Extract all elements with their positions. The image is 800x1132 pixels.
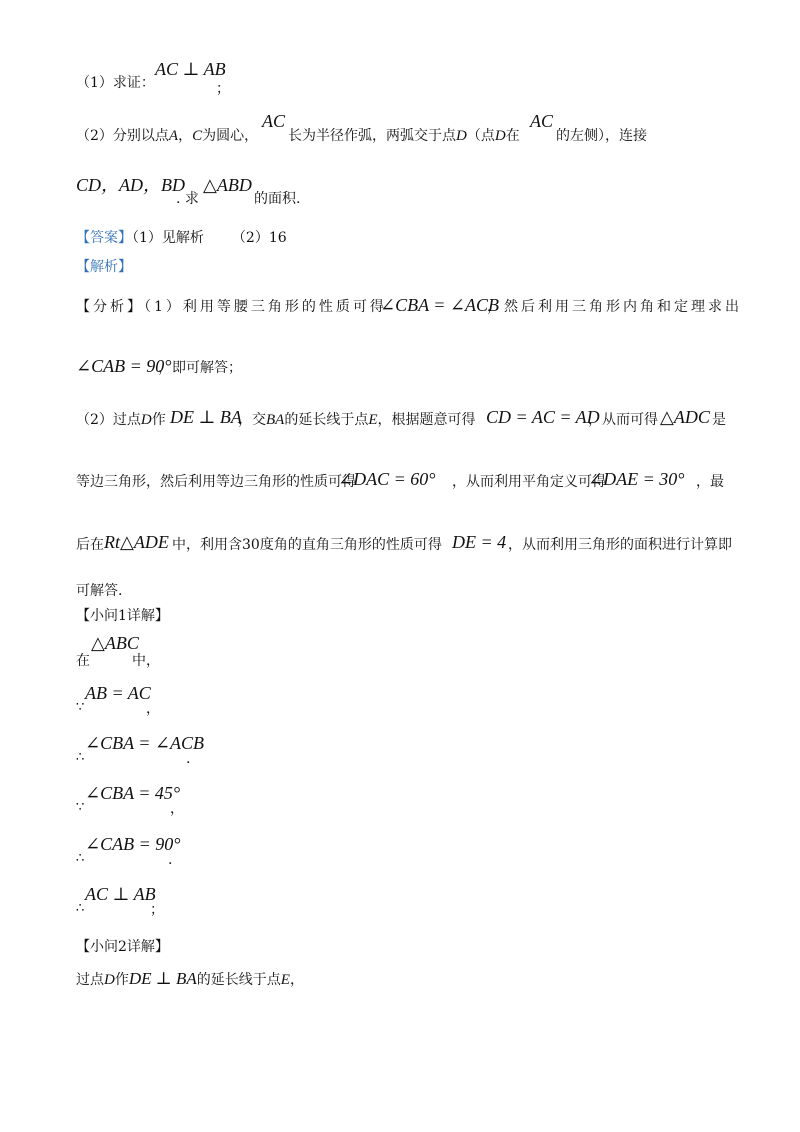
q2-line2-suffix: 的面积. (254, 191, 301, 207)
fenxi-l3d: 的延长线于点 (284, 412, 369, 428)
fenxi-l1b: ，然后利用三角形内角和定理求出 (487, 299, 742, 315)
xw1-s5-math: ∠CAB = 90° (85, 834, 181, 854)
xw2-s1c: 的延长线于点 (196, 972, 281, 988)
answer-part2: （2）16 (231, 230, 287, 246)
q2-point-d2: D (494, 128, 506, 144)
fenxi-l3e: ，根据题意可得 (377, 412, 476, 428)
xw1-tag: 【小问1详解】 (76, 608, 169, 624)
fenxi-l3g: 是 (712, 412, 726, 428)
xw2-s1a: 过点 (76, 972, 104, 988)
fenxi-l5a: 后在 (76, 537, 104, 553)
xw2-tag: 【小问2详解】 (76, 939, 169, 955)
because-icon-2: ∵ (76, 800, 85, 815)
fenxi-l3-d: D (140, 412, 152, 428)
xw1-s2-math: AB = AC (85, 683, 151, 703)
fenxi-l1a: （1）利用等腰三角形的性质可得 (144, 299, 387, 315)
fenxi-l3b: 作 (151, 412, 166, 428)
xw2-point-e: E (280, 972, 290, 988)
q2-mid4: 在 (505, 128, 520, 144)
q2-segments: CD，AD，BD (76, 175, 185, 195)
xw2-math: DE ⊥ BA (128, 969, 197, 988)
q2-mid2: 长为半径作弧，两弧交于点 (288, 128, 456, 144)
xw1-s1-math: △ABC (91, 633, 139, 653)
because-icon-1: ∵ (76, 700, 85, 715)
q2-line1 (76, 127, 258, 145)
xw2-line1 (76, 970, 304, 989)
q2-triangle: △ABD (203, 175, 252, 195)
fenxi-l2-math: ∠CAB = 90° (76, 356, 172, 376)
fenxi-l1-math: ∠CBA = ∠ACB (380, 295, 499, 315)
fenxi-l3-math4: △ADC (660, 407, 710, 427)
fenxi-l3c: ，交 (238, 412, 266, 428)
fenxi-l3-math3: CD = AC = AD (486, 407, 600, 427)
q2-ac-side: AC (530, 111, 554, 131)
xw1-s3b: . (186, 751, 191, 767)
q2-ac-radius: AC (262, 111, 286, 131)
q2-point-c: C (192, 128, 203, 144)
fenxi-l4c: ，最 (696, 474, 724, 490)
fenxi-l3-e: E (368, 412, 378, 428)
q2-mid3: （点 (466, 128, 495, 144)
fenxi-tag: 【分析】 (76, 299, 144, 315)
therefore-icon-1: ∴ (76, 750, 85, 765)
q2-prefix: （2）分别以点 (76, 128, 169, 144)
xw2-s1b: 作 (114, 972, 129, 988)
xw2-s1d: ， (289, 972, 304, 988)
q1-math: AC ⊥ AB (155, 59, 226, 79)
xw1-s1b: 中， (132, 653, 160, 669)
answer-line (76, 229, 287, 247)
q2-mid1: 为圆心， (202, 128, 259, 144)
xw2-point-d: D (104, 972, 115, 988)
q2-period: . 求 (176, 191, 199, 207)
fenxi-l5c: ，从而利用三角形的面积进行计算即 (508, 537, 732, 553)
xw1-s4b: ， (170, 801, 184, 817)
therefore-icon-3: ∴ (76, 901, 85, 916)
xw1-s5b: . (168, 852, 173, 868)
fenxi-l5-math1: Rt△ADE (104, 532, 169, 552)
fenxi-l4-math1: ∠DAC = 60° (338, 469, 436, 489)
fenxi-l4b: ，从而利用平角定义可得 (452, 474, 606, 490)
xw1-s1a: 在 (76, 653, 90, 669)
fenxi-l4a: 等边三角形，然后利用等边三角形的性质可得 (76, 474, 356, 490)
fenxi-line1 (76, 298, 387, 316)
xw1-s2b: ， (146, 701, 160, 717)
fenxi-l5-math2: DE = 4 (452, 532, 507, 552)
xw1-s3-math: ∠CBA = ∠ACB (85, 733, 204, 753)
xw1-s6b: ； (150, 902, 164, 918)
fenxi-l4-math2: ∠DAE = 30° (588, 469, 685, 489)
therefore-icon-2: ∴ (76, 851, 85, 866)
fenxi-l5b: 中，利用含30度角的直角三角形的性质可得 (172, 537, 442, 553)
q2-line1b (288, 127, 520, 145)
fenxi-l3-math1: DE ⊥ BA (170, 407, 242, 427)
fenxi-line3b (238, 411, 476, 429)
fenxi-l3f: ，从而可得 (588, 412, 658, 428)
fenxi-l3a: （2）过点 (76, 412, 141, 428)
q2-point-a: A (168, 128, 179, 144)
xw1-s4-math: ∠CBA = 45° (85, 783, 181, 803)
xw1-s6-math: AC ⊥ AB (85, 884, 156, 904)
q2-point-d: D (456, 128, 467, 144)
q1-prefix: （1）求证： (76, 75, 155, 91)
answer-part1: （1）见解析 (132, 230, 204, 246)
q2-suffix: 的左侧），连接 (556, 128, 647, 144)
fenxi-line3 (76, 411, 166, 429)
fenxi-l2b: ，即可解答； (158, 360, 242, 376)
q1-line (76, 74, 155, 92)
q2-comma: ， (178, 128, 193, 144)
q1-suffix: ； (216, 81, 230, 97)
answer-tag: 【答案】 (76, 230, 132, 246)
fenxi-l6: 可解答. (76, 583, 123, 599)
analysis-tag: 【解析】 (76, 259, 132, 275)
fenxi-l3-math2: BA (266, 412, 285, 428)
